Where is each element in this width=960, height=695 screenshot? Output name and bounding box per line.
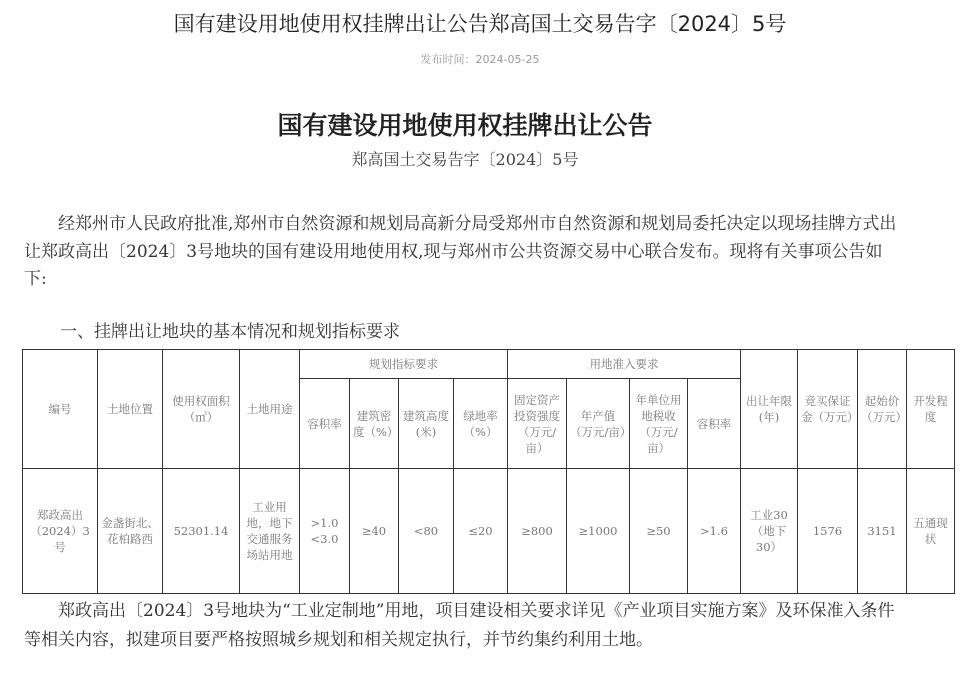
header-cell: 出让年限(年) xyxy=(741,350,798,469)
header-cell: 建筑密度（%） xyxy=(350,379,399,469)
header-cell: 年单位用地税收（万元/亩） xyxy=(630,379,688,469)
table-row xyxy=(23,469,955,594)
document-title: 国有建设用地使用权挂牌出让公告 xyxy=(277,111,653,140)
header-cell: 土地位置 xyxy=(98,350,163,469)
cell-far: >1.0 <3.0 xyxy=(300,469,350,594)
publish-date: 发布时间：2024-05-25 xyxy=(420,53,540,66)
header-cell: 年产值（万元/亩） xyxy=(567,379,630,469)
cell-use: 工业用地，地下交通服务场站用地 xyxy=(240,469,300,594)
cell-tax: ≥50 xyxy=(630,469,688,594)
group-header-access: 用地准入要求 xyxy=(508,350,741,379)
cell-far2: >1.6 xyxy=(688,469,741,594)
header-cell: 开发程度 xyxy=(907,350,955,469)
cell-density: ≥40 xyxy=(350,469,399,594)
header-cell: 绿地率（%） xyxy=(454,379,508,469)
header-cell: 起始价（万元） xyxy=(858,350,907,469)
group-header-planning: 规划指标要求 xyxy=(300,350,508,379)
cell-price: 3151 xyxy=(858,469,907,594)
cell-id: 郑政高出（2024）3号 xyxy=(23,469,98,594)
header-cell: 固定资产投资强度（万元/亩） xyxy=(508,379,567,469)
header-cell: 编号 xyxy=(23,350,98,469)
cell-output: ≥1000 xyxy=(567,469,630,594)
header-cell: 竞买保证金（万元） xyxy=(798,350,858,469)
cell-area: 52301.14 xyxy=(163,469,240,594)
cell-investment: ≥800 xyxy=(508,469,567,594)
section-heading: 一、挂牌出让地块的基本情况和规划指标要求 xyxy=(60,322,400,342)
cell-height: <80 xyxy=(399,469,454,594)
document-number: 郑高国土交易告字〔2024〕5号 xyxy=(351,150,579,169)
page-title: 国有建设用地使用权挂牌出让公告郑高国土交易告字〔2024〕5号 xyxy=(173,12,787,36)
header-cell: 建筑高度(米) xyxy=(399,379,454,469)
land-info-table xyxy=(22,349,955,594)
header-cell: 容积率 xyxy=(688,379,741,469)
cell-deposit: 1576 xyxy=(798,469,858,594)
intro-paragraph: 经郑州市人民政府批准,郑州市自然资源和规划局高新分局受郑州市自然资源和规划局委托决定以现场挂牌方式出让郑政高出〔2024〕3号地块的国有建设用地使用权,现与郑州市公共资源交易中心联合发布。现将有关事项公告如下: xyxy=(24,214,897,289)
cell-development: 五通现状 xyxy=(907,469,955,594)
note-paragraph: 郑政高出〔2024〕3号地块为“工业定制地”用地，项目建设相关要求详见《产业项目实施方案》及环保准入条件等相关内容，拟建项目要严格按照城乡规划和相关规定执行，并节约集约利用土地。 xyxy=(24,601,895,650)
header-cell: 容积率 xyxy=(300,379,350,469)
header-cell: 使用权面积（㎡） xyxy=(163,350,240,469)
cell-location: 金盏街北、花柏路西 xyxy=(98,469,163,594)
header-cell: 土地用途 xyxy=(240,350,300,469)
cell-green: ≤20 xyxy=(454,469,508,594)
cell-term: 工业30（地下30） xyxy=(741,469,798,594)
